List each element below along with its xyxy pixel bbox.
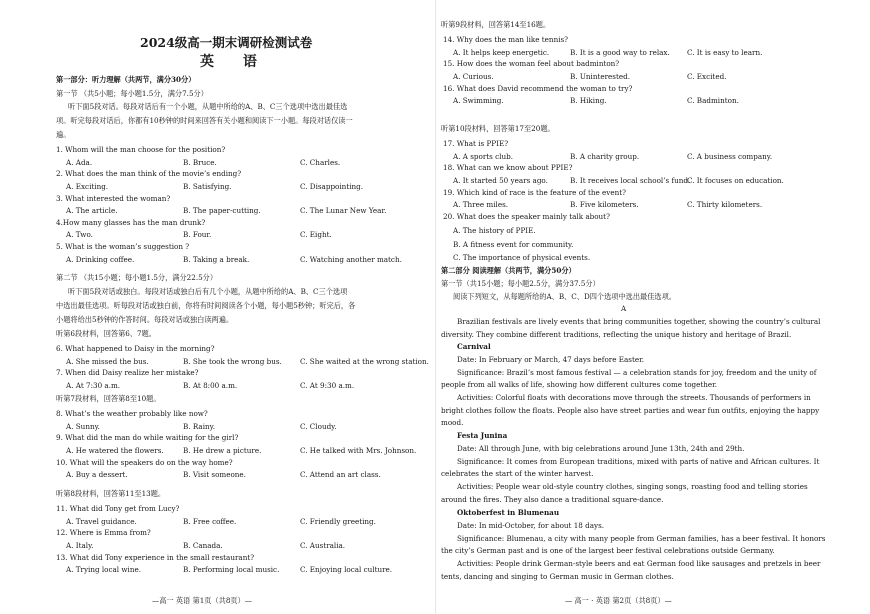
answer-option: A. Curious.	[453, 71, 494, 81]
question-text: 10. What will the speakers do on the way home?	[56, 457, 233, 467]
answer-option: B. Four.	[183, 230, 212, 240]
question-text: 2. What does the man think of the movie’s ending?	[56, 169, 242, 179]
material-note: 听第10段材料，回答第17至20题。	[441, 124, 555, 133]
answer-option: C. Australia.	[300, 540, 346, 550]
question-text: 3. What interested the woman?	[56, 193, 171, 203]
passage-line: Date: In mid-October, for about 18 days.	[457, 521, 605, 530]
answer-option: B. Satisfying.	[183, 181, 232, 191]
answer-option: B. Visit someone.	[183, 470, 246, 480]
festival-heading: Oktoberfest in Blumenau	[457, 508, 560, 517]
answer-option: B. Canada.	[183, 540, 223, 550]
answer-option: A. Italy.	[66, 540, 94, 550]
answer-option: B. Five kilometers.	[570, 200, 639, 210]
answer-option: A. The article.	[66, 206, 118, 216]
passage-line: tents, dancing and singing to German music in German clothes.	[441, 572, 674, 581]
answer-option: A. Ada.	[66, 157, 93, 167]
answer-option: B. Hiking.	[570, 96, 607, 106]
passage-line: Significance: It comes from European traditions, mixed with parts of native and African cultures. It	[457, 457, 820, 466]
answer-option: C. He talked with Mrs. Johnson.	[300, 445, 417, 455]
passage-line: Date: In February or March, 47 days before Easter.	[457, 355, 645, 364]
question-text: 16. What does David recommend the woman to try?	[443, 83, 633, 93]
answer-option: C. Excited.	[687, 71, 727, 81]
answer-option: A. The history of PPIE.	[453, 226, 536, 235]
answer-option: C. Attend an art class.	[300, 470, 381, 480]
question-text: 17. What is PPIE?	[443, 139, 509, 148]
page-2	[435, 0, 870, 614]
passage-line: people from all walks of life, showing how different cultures come together.	[441, 380, 718, 389]
instruction-line: 遍。	[56, 130, 71, 139]
answer-option: A. At 7:30 a.m.	[66, 380, 121, 390]
question-text: 15. How does the woman feel about badminton?	[443, 59, 620, 69]
question-text: 9. What did the man do while waiting for the girl?	[56, 433, 239, 443]
answer-option: C. Disappointing.	[300, 181, 364, 191]
question-text: 20. What does the speaker mainly talk about?	[443, 212, 610, 221]
answer-option: C. Enjoying local culture.	[300, 565, 393, 575]
passage-line: Activities: People drink German-style beers and eat German food like sausages and pretzels in beer	[457, 559, 821, 568]
answer-option: C. Friendly greeting.	[300, 516, 376, 526]
exam-title: 2024级高一期末调研检测试卷	[140, 35, 313, 50]
passage-line: celebrates the start of the winter harvest.	[441, 469, 594, 478]
answer-option: C. Cloudy.	[300, 421, 337, 431]
answer-option: A. Sunny.	[66, 421, 100, 431]
answer-option: B. Uninterested.	[570, 71, 631, 81]
answer-option: C. The Lunar New Year.	[300, 206, 387, 216]
passage-line: mood.	[441, 418, 464, 427]
passage-line: around the fires. They also dance a traditional square-dance.	[441, 495, 664, 504]
answer-option: B. Performing local music.	[183, 565, 280, 575]
instruction-line: 听下面5段对话。每段对话后有一个小题，从题中所给的A、B、C三个选项中选出最佳选	[68, 102, 348, 111]
answer-option: B. A fitness event for community.	[453, 240, 574, 249]
answer-option: C. The importance of physical events.	[453, 253, 591, 262]
passage-label: A	[621, 304, 627, 313]
instruction-line: 中选出最佳选项。听每段对话或独白前，你将有时间阅读各个小题，每小题5秒钟；听完后，各	[56, 301, 356, 310]
answer-option: C. It focuses on education.	[687, 175, 784, 185]
section-header: 第一节（共15小题；每小题2.5分，满分37.5分）	[441, 279, 600, 288]
instruction-line: 小题将给出5秒钟的作答时间。每段对话或独白读两遍。	[56, 315, 234, 324]
answer-option: A. Travel guidance.	[66, 516, 137, 526]
answer-option: B. Taking a break.	[183, 254, 250, 264]
answer-option: B. Bruce.	[183, 157, 217, 167]
answer-option: B. The paper-cutting.	[183, 206, 261, 216]
passage-line: Significance: Brazil’s most famous festival — a celebration stands for joy, freedom and the unity of	[457, 368, 817, 377]
page-footer: —高一 英语 第1页（共8页）—	[152, 596, 252, 605]
part1-header: 第一部分：听力理解（共两节，满分30分）	[56, 75, 196, 84]
answer-option: C. At 9:30 a.m.	[300, 380, 355, 390]
answer-option: C. It is easy to learn.	[687, 47, 763, 57]
question-text: 6. What happened to Daisy in the morning?	[56, 344, 215, 353]
section1-header: 第一节 （共5小题；每小题1.5分，满分7.5分）	[56, 89, 208, 98]
answer-option: C. A business company.	[687, 151, 773, 161]
answer-option: A. Buy a dessert.	[66, 470, 128, 480]
answer-option: C. Eight.	[300, 230, 332, 240]
answer-option: B. He drew a picture.	[183, 445, 262, 455]
answer-option: B. Rainy.	[183, 421, 216, 431]
question-text: 19. Which kind of race is the feature of the event?	[443, 187, 626, 197]
answer-option: C. Badminton.	[687, 96, 739, 106]
passage-line: bright clothes follow the floats. People also have street parties and wear fun outfits, enjoying the happy	[441, 406, 820, 415]
answer-option: A. It helps keep energetic.	[453, 47, 550, 57]
question-text: 12. Where is Emma from?	[56, 528, 151, 538]
answer-option: B. It is a good way to relax.	[570, 47, 670, 57]
passage-line: the city’s German past and is one of the largest beer festival celebrations outside Germany.	[441, 546, 775, 555]
subject-title: 英 语	[200, 54, 269, 70]
answer-option: A. He watered the flowers.	[66, 445, 164, 455]
passage-line: Significance: Blumenau, a city with many people from German families, has a beer festival. It honors	[457, 534, 826, 543]
answer-option: A. Swimming.	[453, 96, 504, 106]
material-note: 听第6段材料，回答第6、7题。	[56, 329, 156, 338]
question-text: 13. What did Tony experience in the small restaurant?	[56, 552, 255, 562]
answer-option: A. Two.	[66, 230, 93, 240]
answer-option: C. Watching another match.	[300, 254, 402, 264]
answer-option: B. At 8:00 a.m.	[183, 380, 238, 390]
answer-option: A. It started 50 years ago.	[453, 175, 548, 185]
question-text: 14. Why does the man like tennis?	[443, 35, 569, 44]
answer-option: B. She took the wrong bus.	[183, 356, 282, 366]
question-text: 8. What’s the weather probably like now?	[56, 409, 208, 418]
answer-option: A. Exciting.	[66, 181, 109, 191]
question-text: 18. What can we know about PPIE?	[443, 163, 573, 173]
question-text: 7. When did Daisy realize her mistake?	[56, 368, 199, 378]
instruction-line: 阅读下列短文，从每题所给的A、B、C、D四个选项中选出最佳选项。	[453, 292, 676, 301]
question-text: 1. Whom will the man choose for the position?	[56, 145, 226, 154]
question-text: 11. What did Tony get from Lucy?	[56, 504, 180, 513]
part2-header: 第二部分 阅读理解（共两节，满分50分）	[441, 266, 576, 275]
answer-option: B. A charity group.	[570, 151, 640, 161]
instruction-line: 项。听完每段对话后，你都有10秒钟的时间来回答有关小题和阅读下一小题。每段对话仅读一	[56, 116, 353, 125]
answer-option: A. Trying local wine.	[66, 565, 142, 575]
passage-line: Activities: People wear old-style country clothes, singing songs, roasting food and telling stories	[457, 482, 808, 491]
instruction-line: 听下面5段对话或独白。每段对话或独白后有几个小题，从题中所给的A、B、C三个选项	[68, 287, 348, 296]
answer-option: B. Free coffee.	[183, 516, 237, 526]
answer-option: A. Drinking coffee.	[66, 254, 135, 264]
question-text: 5. What is the woman’s suggestion ?	[56, 242, 190, 252]
material-note: 听第9段材料，回答第14至16题。	[441, 20, 551, 29]
question-text: 4.How many glasses has the man drunk?	[56, 217, 206, 227]
material-note: 听第7段材料，回答第8至10题。	[56, 394, 161, 403]
answer-option: C. Charles.	[300, 157, 341, 167]
page-footer: — 高一 · 英语 第2页（共8页）—	[565, 596, 672, 605]
answer-option: B. It receives local school’s fund.	[570, 175, 691, 185]
passage-line: Date: All through June, with big celebrations around June 13th, 24th and 29th.	[457, 444, 745, 453]
answer-option: A. Three miles.	[453, 200, 509, 210]
answer-option: A. A sports club.	[453, 151, 513, 161]
passage-line: Activities: Colorful floats with decorations move through the streets. Thousands of performers in	[457, 393, 811, 402]
passage-line: diversity. They combine different traditions, reflecting the unique history and heritage of Brazil.	[441, 330, 792, 339]
answer-option: A. She missed the bus.	[66, 356, 149, 366]
section2-header: 第二节 （共15小题；每小题1.5分，满分22.5分）	[56, 273, 218, 282]
answer-option: C. Thirty kilometers.	[687, 200, 763, 210]
material-note: 听第8段材料，回答第11至13题。	[56, 489, 166, 498]
passage-line: Brazilian festivals are lively events that bring communities together, showing the country’s cultural	[457, 317, 821, 326]
festival-heading: Festa Junina	[457, 431, 508, 440]
answer-option: C. She waited at the wrong station.	[300, 356, 429, 366]
festival-heading: Carnival	[457, 342, 491, 351]
